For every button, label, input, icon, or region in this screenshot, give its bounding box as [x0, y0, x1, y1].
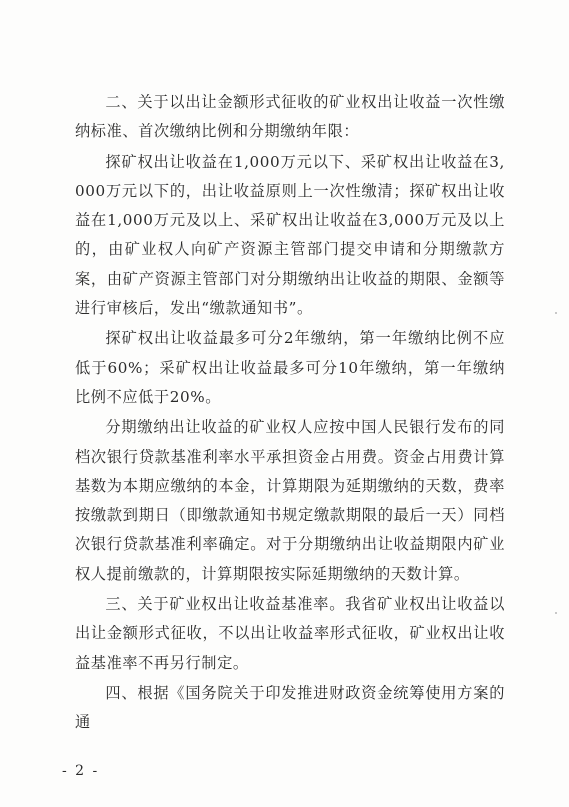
scan-speck — [555, 312, 557, 314]
paragraph-capital-occupation-fee: 分期缴纳出让收益的矿业权人应按中国人民银行发布的同档次银行贷款基准利率水平承担资金占用费。资金占用费计算基数为本期应缴纳的本金，计算期限为延期缴纳的天数，费率按缴款到期日（即缴款通知书规定缴款期限的最后一天）同档次银行贷款基准利率确定。对于分期缴纳出让收益期限内矿业权人提前缴款的，计算期限按实际延期缴纳的天数计算。 — [75, 418, 505, 583]
paragraph-installment-years: 探矿权出让收益最多可分2年缴纳，第一年缴纳比例不应低于60%；采矿权出让收益最多可分10年缴纳，第一年缴纳比例不应低于20%。 — [75, 329, 505, 406]
scan-speck — [555, 612, 557, 614]
page-number: - 2 - — [62, 763, 100, 779]
paragraph-payment-threshold: 探矿权出让收益在1,000万元以下、采矿权出让收益在3,000万元以下的，出让收益原则上一次性缴清；探矿权出让收益在1,000万元及以上、采矿权出让收益在3,000万元及以上的，由矿业权人向矿产资源主管部门提交申请和分期缴款方案，由矿产资源主管部门对分期缴纳出让收益的期限、金额等进行审核后，发出“缴款通知书”。 — [75, 152, 505, 318]
document-body — [75, 88, 505, 739]
paragraph-item-3-benchmark-rate: 三、关于矿业权出让收益基准率。我省矿业权出让收益以出让金额形式征收，不以出让收益率形式征收，矿业权出让收益基准率不再另行制定。 — [75, 595, 505, 672]
paragraph-item-4-intro: 四、根据《国务院关于印发推进财政资金统筹使用方案的通 — [75, 683, 505, 732]
paragraph-item-2-heading: 二、关于以出让金额形式征收的矿业权出让收益一次性缴纳标准、首次缴纳比例和分期缴纳年限： — [75, 93, 505, 141]
